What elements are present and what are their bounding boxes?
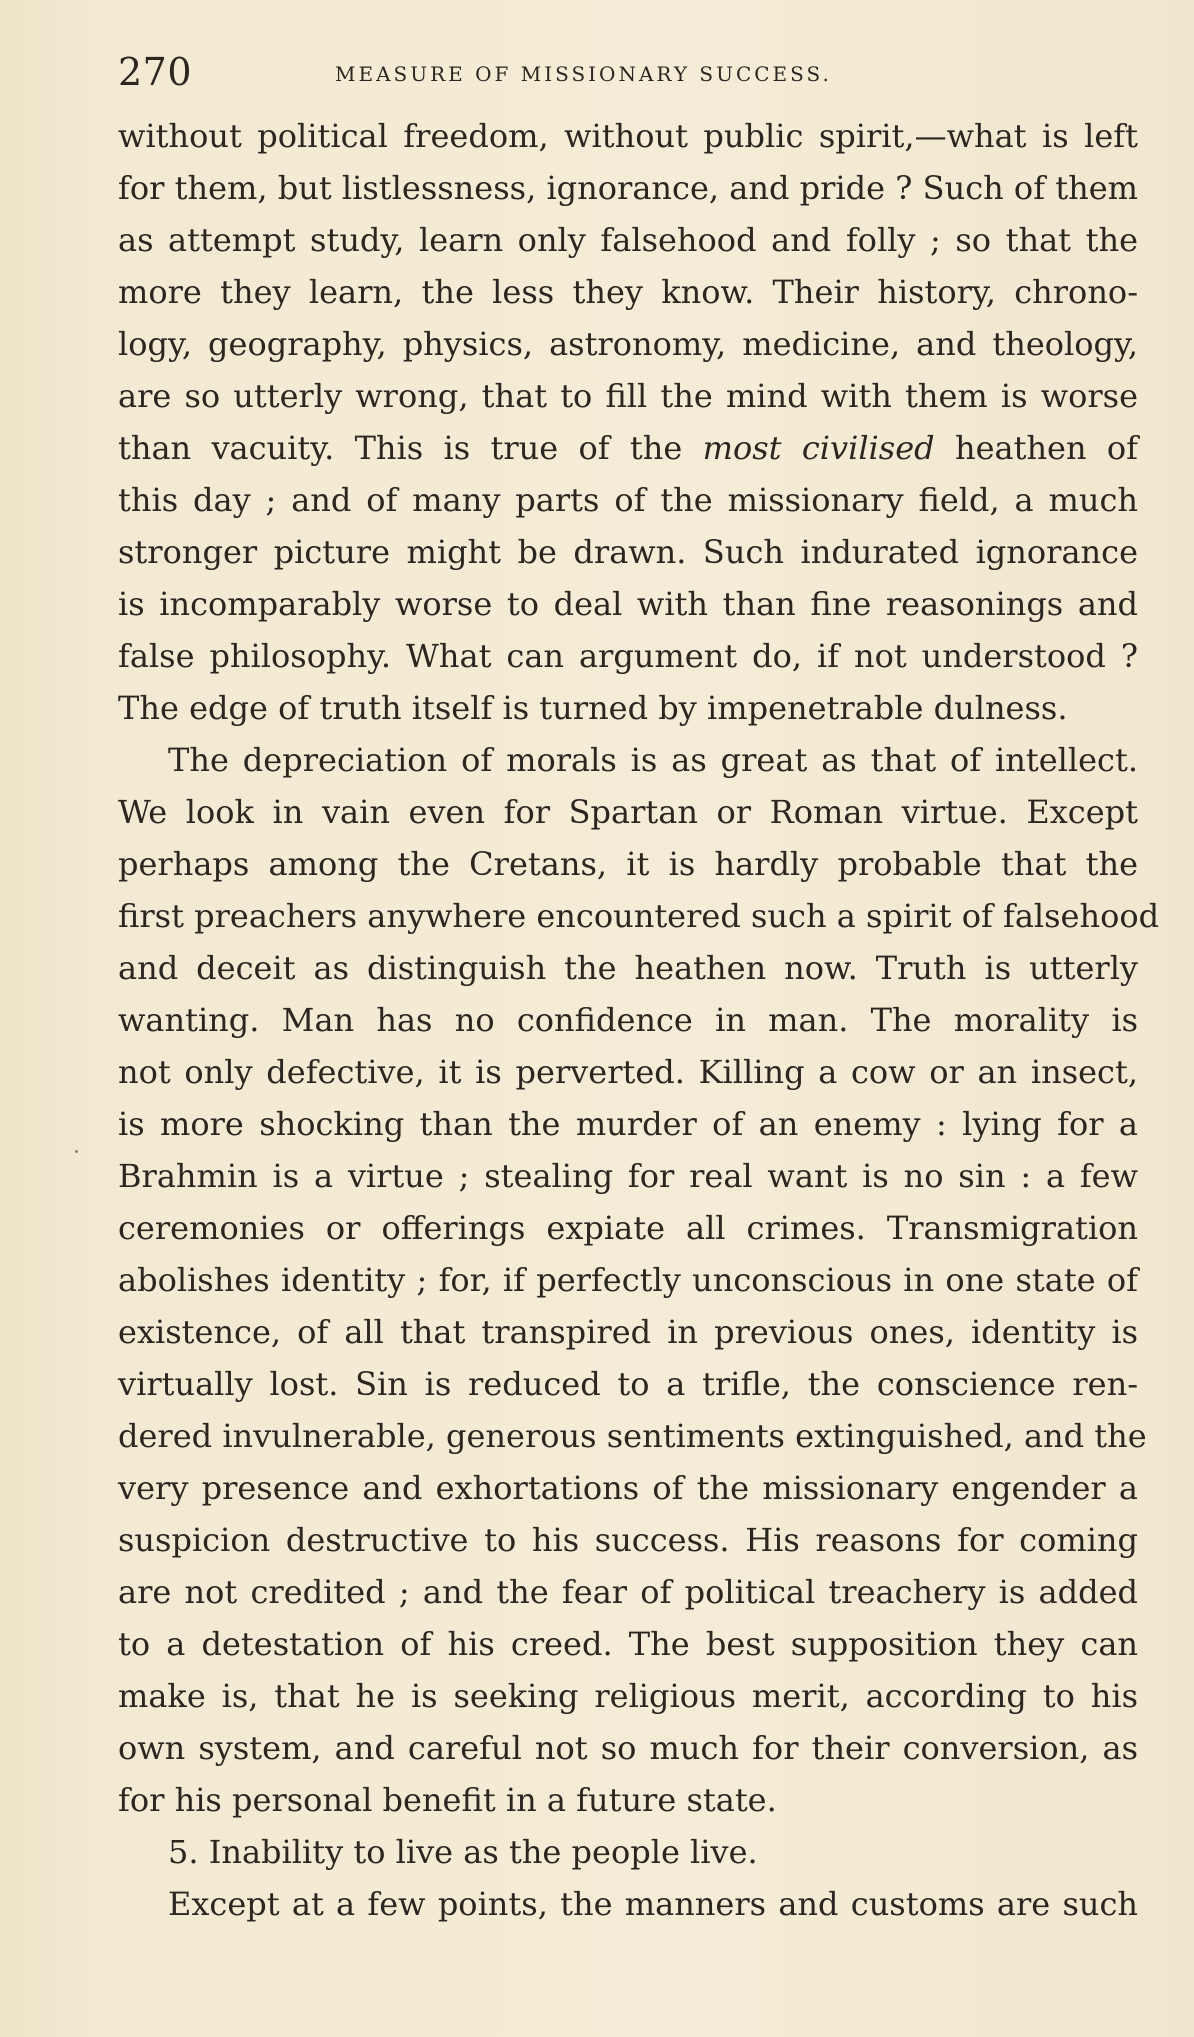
text-line: very presence and exhortations of the missionary engender a bbox=[118, 1469, 1138, 1507]
text-line: false philosophy. What can argument do, if not understood ? bbox=[118, 637, 1138, 675]
text-line: existence, of all that transpired in previous ones, identity is bbox=[118, 1313, 1138, 1351]
text-line: Brahmin is a virtue ; stealing for real want is no sin : a few bbox=[118, 1157, 1138, 1195]
text-line: not only defective, it is perverted. Killing a cow or an insect, bbox=[118, 1053, 1138, 1091]
text-line: own system, and careful not so much for their conversion, as bbox=[118, 1729, 1138, 1767]
page-number: 270 bbox=[118, 50, 193, 94]
running-head: MEASURE OF MISSIONARY SUCCESS. bbox=[335, 62, 832, 86]
text-line: are not credited ; and the fear of political treachery is added bbox=[118, 1573, 1138, 1611]
text-line: is more shocking than the murder of an enemy : lying for a bbox=[118, 1105, 1138, 1143]
text-line: dered invulnerable, generous sentiments extinguished, and the bbox=[118, 1417, 1147, 1455]
text-line: ceremonies or offerings expiate all crimes. Transmigration bbox=[118, 1209, 1138, 1247]
text-line: is incomparably worse to deal with than fine reasonings and bbox=[118, 585, 1138, 623]
text-line: as attempt study, learn only falsehood and folly ; so that the bbox=[118, 221, 1138, 259]
text-line: first preachers anywhere encountered such a spirit of falsehood bbox=[118, 897, 1160, 935]
text-line: than vacuity. This is true of the most civilised heathen of bbox=[118, 429, 1139, 467]
text-line: 5. Inability to live as the people live. bbox=[168, 1833, 758, 1871]
text-line: The edge of truth itself is turned by impenetrable dulness. bbox=[118, 689, 1068, 727]
text-line: to a detestation of his creed. The best supposition they can bbox=[118, 1625, 1138, 1663]
text-line: Except at a few points, the manners and customs are such bbox=[168, 1885, 1138, 1923]
text-line: are so utterly wrong, that to fill the mind with them is worse bbox=[118, 377, 1138, 415]
text-line: virtually lost. Sin is reduced to a trifle, the conscience ren- bbox=[118, 1365, 1138, 1403]
text-line: perhaps among the Cretans, it is hardly probable that the bbox=[118, 845, 1138, 883]
text-line: wanting. Man has no confidence in man. The morality is bbox=[118, 1001, 1138, 1039]
text-line: The depreciation of morals is as great as that of intellect. bbox=[168, 741, 1138, 779]
text-line: abolishes identity ; for, if perfectly unconscious in one state of bbox=[118, 1261, 1138, 1299]
text-line: for them, but listlessness, ignorance, and pride ? Such of them bbox=[118, 169, 1138, 207]
text-line: We look in vain even for Spartan or Roman virtue. Except bbox=[118, 793, 1138, 831]
text-line: and deceit as distinguish the heathen now. Truth is utterly bbox=[118, 949, 1138, 987]
text-line: suspicion destructive to his success. His reasons for coming bbox=[118, 1521, 1138, 1559]
text-line: logy, geography, physics, astronomy, medicine, and theology, bbox=[118, 325, 1138, 363]
text-line: for his personal benefit in a future state. bbox=[118, 1781, 777, 1819]
margin-speck bbox=[75, 1150, 78, 1153]
text-line: without political freedom, without public spirit,—what is left bbox=[118, 117, 1138, 155]
body-text bbox=[118, 110, 1160, 1930]
emphasis: most civilised bbox=[702, 429, 935, 467]
text-line: stronger picture might be drawn. Such indurated ignorance bbox=[118, 533, 1138, 571]
text-line: make is, that he is seeking religious merit, according to his bbox=[118, 1677, 1138, 1715]
page-header bbox=[118, 50, 1138, 100]
text-line: this day ; and of many parts of the missionary field, a much bbox=[118, 481, 1138, 519]
text-line: more they learn, the less they know. Their history, chrono- bbox=[118, 273, 1138, 311]
